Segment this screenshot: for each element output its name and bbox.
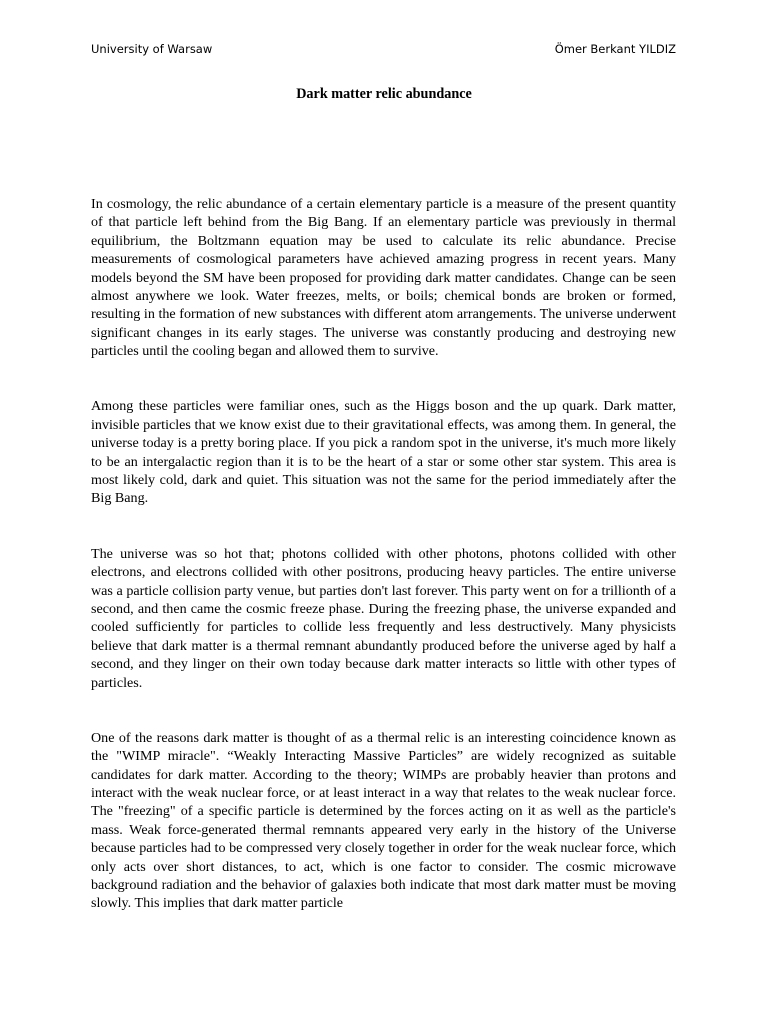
paragraph-2: Among these particles were familiar ones, such as the Higgs boson and the up quark. Dark matter, invisible particles that we know exist due to their gravitational effects, was among them. In general, the universe today is a pretty boring place. If you pick a random spot in the universe, it's much more likely to be an intergalactic region than it is to be the heart of a star or some other star system. This area is most likely cold, dark and quiet. This situation was not the same for the period immediately after the Big Bang.: [91, 398, 676, 507]
paragraph-1: In cosmology, the relic abundance of a certain elementary particle is a measure of the present quantity of that particle left behind from the Big Bang. If an elementary particle was previously in thermal equilibrium, the Boltzmann equation may be used to calculate its relic abundance. Precise measurements of cosmological parameters have achieved amazing progress in recent years. Many models beyond the SM have been proposed for providing dark matter candidates. Change can be seen almost anywhere we look. Water freezes, melts, or boils; chemical bonds are broken or formed, resulting in the formation of new substances with different atom arrangements. The universe underwent significant changes in its early stages. The universe was constantly producing and destroying new particles until the cooling began and allowed them to survive.: [91, 196, 676, 360]
page-header: [91, 42, 676, 56]
paragraph-4: One of the reasons dark matter is thought of as a thermal relic is an interesting coincidence known as the "WIMP miracle". “Weakly Interacting Massive Particles” are widely recognized as suitable candidates for dark matter. According to the theory; WIMPs are probably heavier than protons and interact with the weak nuclear force, or at least interact in a way that relates to the weak nuclear force. The "freezing" of a specific particle is determined by the forces acting on it as well as the particle's mass. Weak force-generated thermal remnants appeared very early in the history of the Universe because particles had to be compressed very closely together in order for the weak nuclear force, which only acts over short distances, to act, which is one factor to consider. The cosmic microwave background radiation and the behavior of galaxies both indicate that most dark matter must be moving slowly. This implies that dark matter particle: [91, 729, 676, 912]
header-author: Ömer Berkant YILDIZ: [554, 42, 676, 56]
document-title: Dark matter relic abundance: [296, 86, 472, 102]
paragraph-3: The universe was so hot that; photons collided with other photons, photons collided with other electrons, and electrons collided with other positrons, producing heavy particles. The entire universe was a particle collision party venue, but parties don't last forever. This party went on for a trillionth of a second, and then came the cosmic freeze phase. During the freezing phase, the universe expanded and cooled sufficiently for particles to collide less frequently and less destructively. Many physicists believe that dark matter is a thermal remnant abundantly produced before the universe aged by half a second, and they linger on their own today because dark matter interacts so little with other types of particles.: [91, 545, 676, 691]
document-body: [91, 195, 676, 950]
header-institution: University of Warsaw: [91, 42, 213, 56]
